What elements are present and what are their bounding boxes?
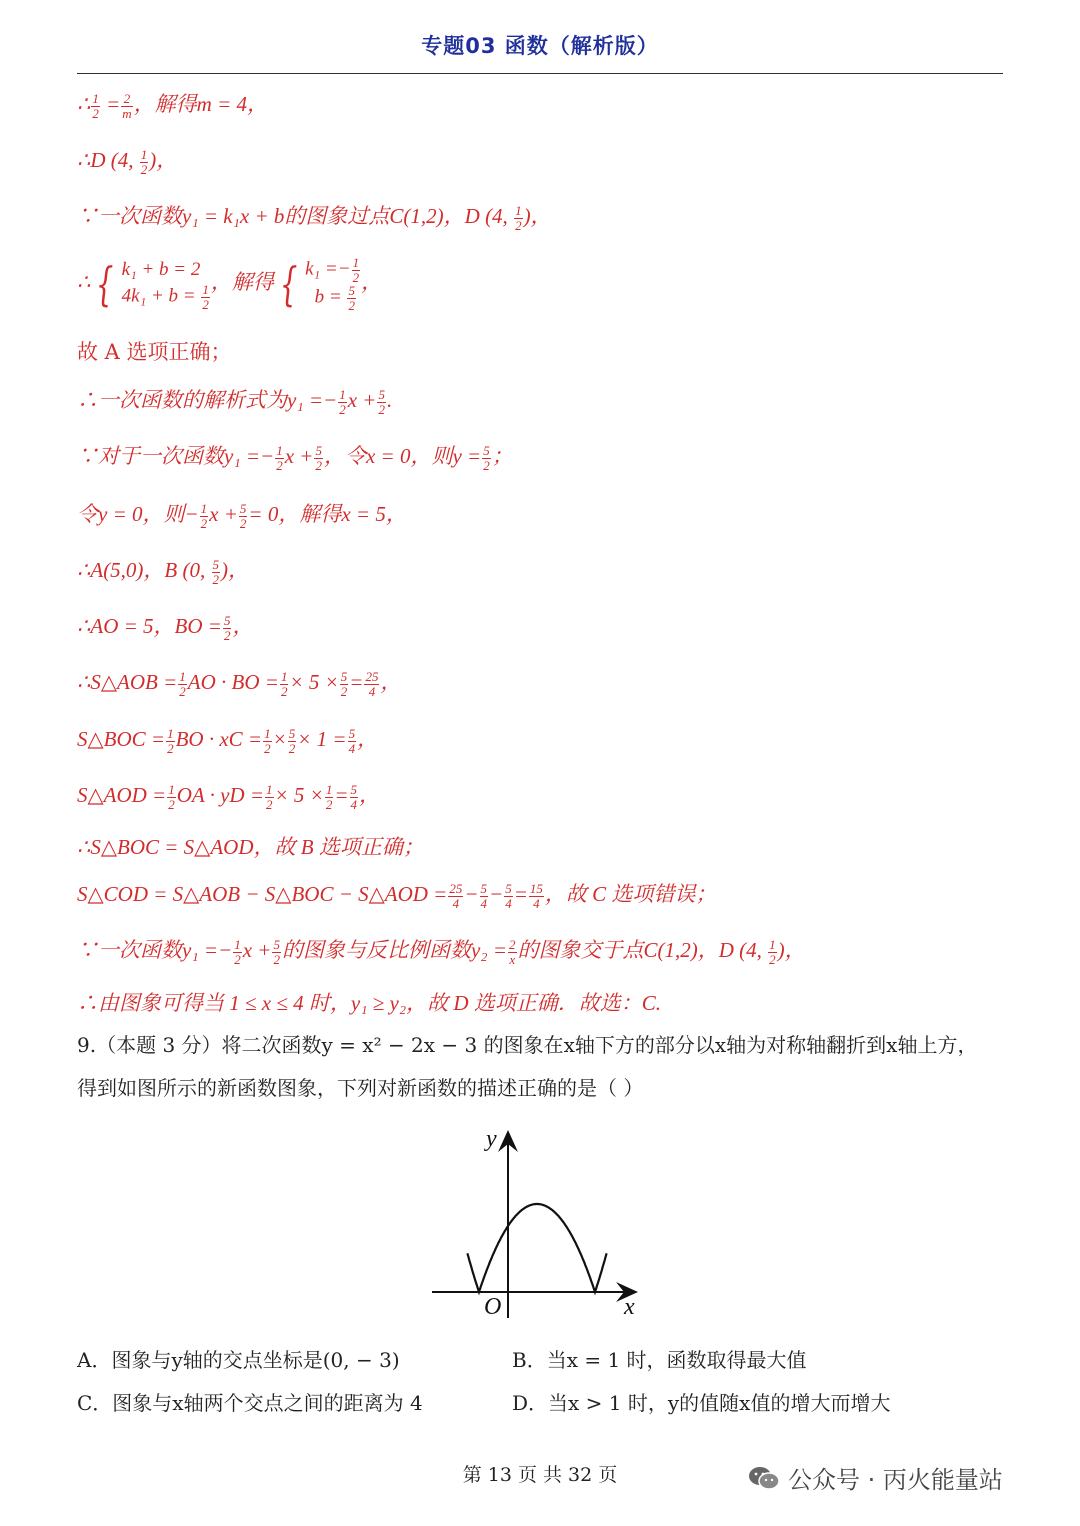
denominator: 2 bbox=[266, 796, 273, 812]
denominator: m bbox=[122, 105, 132, 121]
fraction bbox=[212, 558, 221, 586]
numerator: 5 bbox=[378, 387, 385, 403]
fraction bbox=[504, 882, 513, 910]
page-title: 专题03 函数（解析版） bbox=[421, 34, 659, 58]
denominator: 2 bbox=[348, 297, 355, 313]
question-text-line-2: 得到如图所示的新函数图象，下列对新函数的描述正确的是（ ） bbox=[77, 1076, 644, 1100]
numerator: 5 bbox=[315, 443, 322, 459]
denominator: 2 bbox=[273, 951, 280, 967]
fraction bbox=[201, 283, 210, 311]
fraction bbox=[314, 444, 323, 472]
option-d[interactable]: D．当x > 1 时，y的值随x值的增大而增大 bbox=[512, 1391, 891, 1415]
numerator: 1 bbox=[140, 147, 148, 163]
denominator: 2 bbox=[315, 457, 322, 473]
fraction bbox=[352, 256, 361, 284]
numerator: 1 bbox=[280, 669, 288, 685]
y-axis-label: y bbox=[486, 1126, 497, 1152]
solution-line-9: ∴A(5,0)，B (0, $\frac{5}{2}$ )， bbox=[77, 557, 249, 587]
denominator: 4 bbox=[348, 740, 356, 756]
numerator: 5 bbox=[348, 283, 355, 299]
denominator: 2 bbox=[483, 457, 490, 473]
denominator: 4 bbox=[368, 683, 376, 699]
denominator: 2 bbox=[378, 401, 385, 417]
x-axis-label: x bbox=[624, 1294, 635, 1320]
header-divider bbox=[77, 73, 1003, 74]
fraction bbox=[377, 388, 386, 416]
fraction bbox=[121, 92, 132, 120]
fraction bbox=[325, 783, 334, 811]
numerator: 1 bbox=[352, 255, 360, 270]
numerator: 5 bbox=[483, 443, 490, 459]
question-text-line-1: 9.（本题 3 分）将二次函数y = x² − 2x − 3 的图象在x轴下方的部分以x轴为对称轴翻折到x轴上方， bbox=[77, 1033, 978, 1057]
fraction bbox=[166, 727, 175, 755]
numerator: 1 bbox=[200, 501, 208, 517]
solution-line-7: ∵对于一次函数y₁ =− $\frac{1}{2}$ x + $\frac{5}{2}$ ，令x = 0，则y = $\frac{5}{2}$ ； bbox=[77, 443, 513, 473]
denominator: x bbox=[509, 951, 516, 967]
numerator: 2 bbox=[509, 937, 516, 953]
solution-line-10: ∴AO = 5，BO = $\frac{5}{2}$ ， bbox=[77, 613, 254, 643]
denominator: 2 bbox=[223, 627, 231, 643]
solution-line-6: ∴一次函数的解析式为y₁ =− $\frac{1}{2}$ x + $\frac{5}{2}$ . bbox=[77, 387, 393, 417]
denominator: 2 bbox=[212, 571, 219, 587]
fraction bbox=[167, 783, 176, 811]
fraction bbox=[263, 727, 272, 755]
solution-line-8: 令y = 0，则− $\frac{1}{2}$ x + $\frac{5}{2}$ = 0，解得x = 5， bbox=[77, 501, 407, 531]
denominator: 4 bbox=[452, 895, 460, 911]
denominator: 2 bbox=[168, 796, 175, 812]
fraction bbox=[514, 204, 523, 232]
denominator: 2 bbox=[264, 740, 271, 756]
denominator: 4 bbox=[480, 895, 488, 911]
fraction bbox=[480, 882, 489, 910]
option-b[interactable]: B．当x = 1 时，函数取得最大值 bbox=[512, 1348, 807, 1372]
solution-line-3: ∵一次函数y₁ = k₁x + b的图象过点C(1,2)，D (4, $\frac{1}{2}$ )， bbox=[77, 203, 552, 233]
solution-line-12: S△BOC = $\frac{1}{2}$ BO · xC = $\frac{1}{2}$ × $\frac{5}{2}$ × 1 = $\frac{5}{4}$ ， bbox=[77, 726, 379, 756]
denominator: 2 bbox=[167, 740, 174, 756]
fraction bbox=[348, 727, 357, 755]
solution-line-2: ∴D (4, $\frac{1}{2}$ )， bbox=[77, 147, 178, 177]
denominator: 2 bbox=[202, 297, 209, 313]
numerator: 5 bbox=[273, 937, 280, 953]
denominator: 2 bbox=[339, 401, 346, 417]
numerator: 1 bbox=[202, 282, 209, 298]
numerator: 5 bbox=[505, 881, 512, 897]
denominator: 2 bbox=[288, 740, 296, 756]
fraction bbox=[350, 783, 359, 811]
numerator: 1 bbox=[339, 387, 346, 403]
solution-line-11: ∴S△AOB = $\frac{1}{2}$ AO · BO = $\frac{1}{2}$ × 5 × $\frac{5}{2}$ = $\frac{25}{4}$ ， bbox=[77, 669, 402, 699]
denominator: 4 bbox=[533, 895, 540, 911]
fraction bbox=[508, 938, 517, 966]
fraction bbox=[280, 670, 289, 698]
denominator: 2 bbox=[325, 796, 333, 812]
solution-line-1: ∴ $\frac{1}{2}$ = $\frac{2}{m}$ ，解得m = 4， bbox=[77, 91, 269, 121]
numerator: 1 bbox=[179, 669, 186, 685]
watermark bbox=[748, 1460, 1003, 1495]
numerator: 1 bbox=[234, 937, 241, 953]
numerator: 1 bbox=[264, 726, 271, 742]
numerator: 1 bbox=[515, 203, 522, 219]
denominator: 2 bbox=[239, 515, 247, 531]
solution-line-13: S△AOD = $\frac{1}{2}$ OA · yD = $\frac{1}{2}$ × 5 × $\frac{1}{2}$ = $\frac{5}{4}$ ， bbox=[77, 782, 381, 812]
denominator: 2 bbox=[276, 457, 283, 473]
numerator: 1 bbox=[325, 782, 333, 798]
fraction bbox=[347, 284, 356, 312]
denominator: 2 bbox=[234, 951, 241, 967]
wechat-icon bbox=[748, 1465, 780, 1491]
numerator: 1 bbox=[769, 937, 776, 953]
denominator: 4 bbox=[505, 895, 512, 911]
numerator: 15 bbox=[529, 881, 543, 897]
fraction bbox=[340, 670, 349, 698]
denominator: 4 bbox=[350, 796, 358, 812]
denominator: 2 bbox=[340, 683, 348, 699]
denominator: 2 bbox=[140, 161, 148, 177]
fraction bbox=[768, 938, 777, 966]
fraction bbox=[275, 444, 284, 472]
numerator: 1 bbox=[168, 782, 175, 798]
denominator: 2 bbox=[280, 683, 288, 699]
fraction bbox=[223, 614, 232, 642]
numerator: 1 bbox=[92, 91, 99, 107]
solution-line-5: 故 A 选项正确； bbox=[77, 340, 232, 364]
parabola-figure bbox=[420, 1122, 650, 1322]
solution-line-14: ∴S△BOC = S△AOD，故 B 选项正确； bbox=[77, 835, 424, 859]
fraction bbox=[239, 502, 248, 530]
numerator: 2 bbox=[121, 92, 132, 107]
numerator: 5 bbox=[212, 557, 219, 573]
numerator: 5 bbox=[350, 782, 358, 798]
denominator: 2 bbox=[179, 683, 186, 699]
numerator: 5 bbox=[239, 501, 247, 517]
folded-parabola-curve bbox=[467, 1204, 606, 1292]
fraction bbox=[482, 444, 491, 472]
fraction bbox=[288, 727, 297, 755]
numerator: 25 bbox=[365, 669, 379, 685]
fraction bbox=[529, 882, 544, 910]
numerator: 5 bbox=[288, 726, 296, 742]
option-c[interactable]: C．图象与x轴两个交点之间的距离为 4 bbox=[77, 1391, 423, 1415]
denominator: 2 bbox=[92, 105, 99, 121]
denominator: 2 bbox=[200, 515, 208, 531]
numerator: 5 bbox=[223, 613, 231, 629]
watermark-text: 公众号 · 丙火能量站 bbox=[788, 1466, 1003, 1494]
fraction bbox=[140, 148, 149, 176]
numerator: 5 bbox=[348, 726, 356, 742]
numerator: 5 bbox=[480, 881, 488, 897]
fraction bbox=[91, 92, 100, 120]
origin-label: O bbox=[484, 1294, 502, 1320]
denominator: 2 bbox=[352, 269, 360, 285]
denominator: 2 bbox=[515, 217, 522, 233]
numerator: 1 bbox=[167, 726, 174, 742]
fraction bbox=[338, 388, 347, 416]
numerator: 25 bbox=[449, 881, 463, 897]
numerator: 5 bbox=[340, 669, 348, 685]
solution-line-15: S△COD = S△AOB − S△BOC − S△AOD = $\frac{25}{4}$ − $\frac{5}{4}$ − $\frac{5}{4}$ = $\frac{15}{4}$ ，故 C 选项错误； bbox=[77, 881, 717, 911]
solution-line-17: ∴由图象可得当 1 ≤ x ≤ 4 时，y₁ ≥ y₂，故 D 选项正确．故选：C. bbox=[77, 991, 662, 1015]
solution-line-4: ∴ { k₁ + b = 2 4k₁ + b = $\frac{1}{2}$ ，解得 { k₁ =− $\frac{1}{2}$ b = $\frac{5}{2}$ ， bbox=[77, 255, 383, 313]
fraction bbox=[233, 938, 242, 966]
fraction bbox=[448, 882, 463, 910]
fraction bbox=[272, 938, 281, 966]
fraction bbox=[178, 670, 187, 698]
fraction bbox=[200, 502, 209, 530]
numerator: 1 bbox=[276, 443, 283, 459]
numerator: 1 bbox=[266, 782, 273, 798]
solution-line-16: ∵一次函数y₁ =− $\frac{1}{2}$ x + $\frac{5}{2}$ 的图象与反比例函数y₂ = $\frac{2}{x}$ 的图象交于点C(1,2)，D (4, $\frac{1}{2}$ )， bbox=[77, 937, 806, 967]
fraction bbox=[364, 670, 379, 698]
option-a[interactable]: A．图象与y轴的交点坐标是(0, − 3) bbox=[77, 1348, 400, 1372]
page-number: 第 13 页 共 32 页 bbox=[462, 1464, 618, 1486]
fraction bbox=[265, 783, 274, 811]
denominator: 2 bbox=[769, 951, 776, 967]
